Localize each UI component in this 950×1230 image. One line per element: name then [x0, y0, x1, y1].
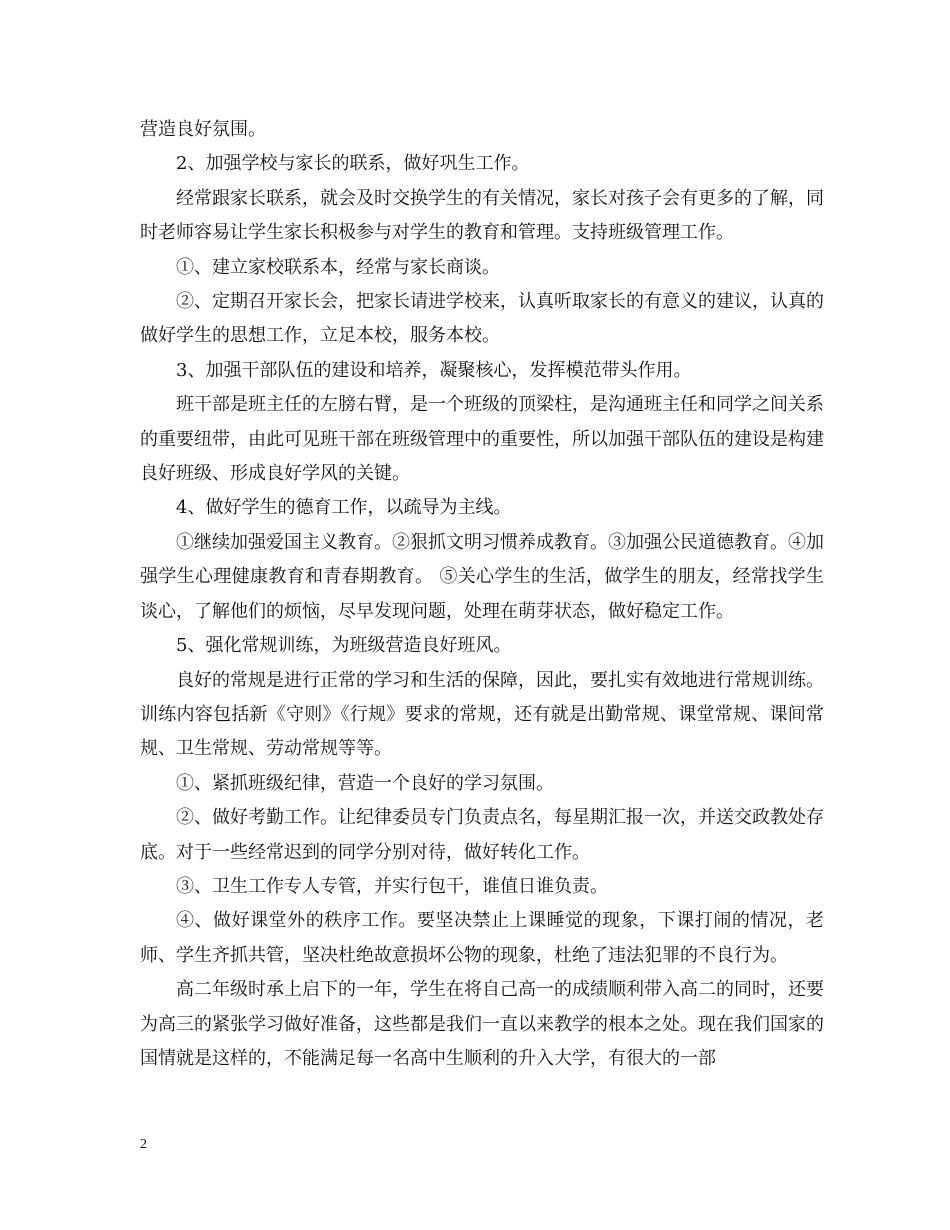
section-heading: 4、做好学生的德育工作，以疏导为主线。 — [176, 497, 512, 519]
list-item: ④、做好课堂外的秩序工作。要坚决禁止上课睡觉的现象，下课打闹的情况，老师、学生齐抓共管，坚决杜绝故意损坏公物的现象，杜绝了违法犯罪的不良行为。 — [140, 910, 824, 966]
list-item: ②、定期召开家长会，把家长请进学校来，认真听取家长的有意义的建议，认真的做好学生的思想工作，立足本校，服务本校。 — [140, 291, 824, 347]
paragraph: 营造良好氛围。 — [140, 119, 266, 140]
list-item: ②、做好考勤工作。让纪律委员专门负责点名，每星期汇报一次，并送交政教处存底。对于一些经常迟到的同学分别对待，做好转化工作。 — [140, 807, 824, 863]
paragraph: 高二年级时承上启下的一年，学生在将自己高一的成绩顺利带入高二的同时，还要为高三的紧张学习做好准备，这些都是我们一直以来教学的根本之处。现在我们国家的国情就是这样的，不能满足每一名高中生顺利的升入大学，有很大的一部 — [140, 979, 824, 1069]
list-item: ①、建立家校联系本，经常与家长商谈。 — [176, 256, 500, 278]
document-body — [140, 113, 824, 1076]
paragraph: 班干部是班主任的左膀右臂，是一个班级的顶梁柱，是沟通班主任和同学之间关系的重要纽带，由此可见班干部在班级管理中的重要性，所以加强干部队伍的建设是构建良好班级、形成良好学风的关键。 — [140, 394, 824, 485]
page-number: 2 — [140, 1137, 147, 1152]
section-heading: 3、加强干部队伍的建设和培养，凝聚核心，发挥模范带头作用。 — [176, 359, 692, 381]
list-item: ③、卫生工作专人专管，并实行包干，谁值日谁负责。 — [176, 875, 608, 897]
list-item: ①继续加强爱国主义教育。②狠抓文明习惯养成教育。③加强公民道德教育。④加强学生心理健康教育和青春期教育。 ⑤关心学生的生活，做学生的朋友，经常找学生谈心，了解他们的烦恼，尽早发现问题，处理在萌芽状态，做好稳定工作。 — [140, 531, 824, 622]
section-heading: 2、加强学校与家长的联系，做好巩生工作。 — [176, 153, 530, 175]
paragraph: 良好的常规是进行正常的学习和生活的保障，因此，要扎实有效地进行常规训练。训练内容包括新《守则》《行规》要求的常规，还有就是出勤常规、课堂常规、课间常规、卫生常规、劳动常规等等。 — [140, 669, 824, 760]
section-heading: 5、强化常规训练，为班级营造良好班风。 — [176, 635, 512, 657]
list-item: ①、紧抓班级纪律，营造一个良好的学习氛围。 — [176, 772, 554, 794]
paragraph: 经常跟家长联系，就会及时交换学生的有关情况，家长对孩子会有更多的了解，同时老师容易让学生家长积极参与对学生的教育和管理。支持班级管理工作。 — [140, 187, 824, 244]
